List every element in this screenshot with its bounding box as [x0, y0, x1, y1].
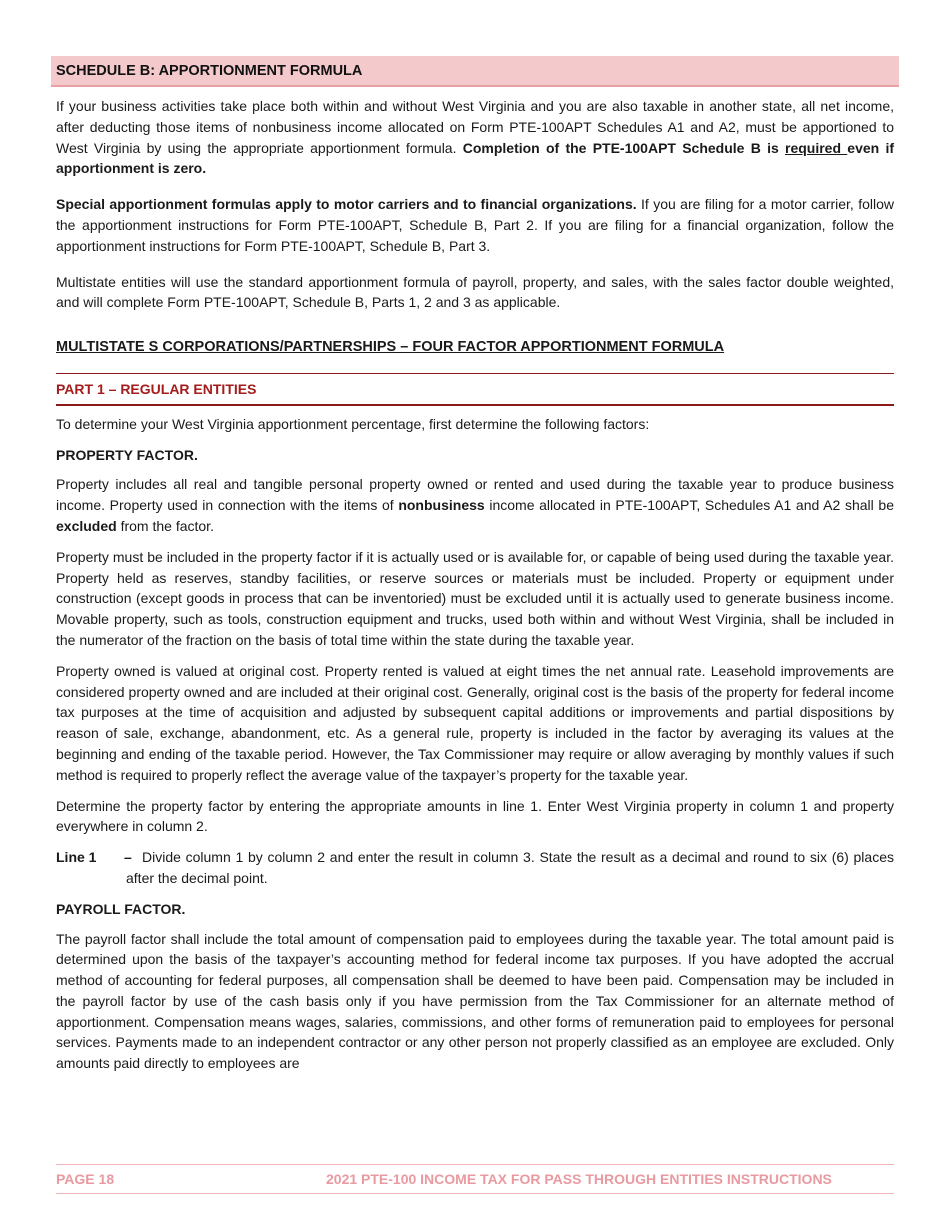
- line-1-text: Divide column 1 by column 2 and enter the result in column 3. State the result as a decimal and round to six (6) places after the decimal point.: [126, 849, 894, 886]
- page-number: PAGE 18: [56, 1171, 115, 1187]
- determine-text: To determine your West Virginia apportionment percentage, first determine the following factors:: [56, 415, 650, 432]
- payroll-paragraph-1: The payroll factor shall include the total amount of compensation paid to employees during the taxable year. The total amount paid is determined upon the basis of the taxpayer’s accounting method for federal income tax purposes. If you have adopted the accrual method of accounting for federal purposes, all compensation shall be deemed to have been paid. Compensation may be included in the payroll factor by use of the cash basis only if you have permission from the Tax Commissioner for an alternate method of apportionment. Compensation means wages, salaries, commissions, and other forms of remuneration paid to employees for personal services. Payments made to an independent contractor or any other person not properly classified as an employee are excluded. Only amounts paid directly to employees are: [56, 930, 894, 1072]
- intro-paragraph-2: Special apportionment formulas apply to motor carriers and to financial organizations. If you are filing for a motor carrier, follow the apportionment instructions for Form PTE-100APT, Schedule B, Part 2. If you are filing for a financial organization, follow the apportionment instructions for Form PTE-100APT, Schedule B, Part 3.: [56, 196, 895, 254]
- payroll-factor-heading: PAYROLL FACTOR.: [56, 900, 186, 917]
- property-paragraph-1: Property includes all real and tangible personal property owned or rented and used during the taxable year to produce business income. Property used in connection with the items of nonbusiness income allocated in PTE-100APT, Schedules A1 and A2 shall be excluded from the factor.: [56, 476, 894, 534]
- schedule-title: SCHEDULE B: APPORTIONMENT FORMULA: [56, 63, 363, 79]
- line-1-instruction: [56, 847, 894, 889]
- line-1-dash: –: [124, 849, 132, 866]
- property-factor-heading: PROPERTY FACTOR.: [56, 446, 198, 463]
- part1-title: PART 1 – REGULAR ENTITIES: [56, 380, 257, 397]
- multistate-heading: MULTISTATE S CORPORATIONS/PARTNERSHIPS – FOUR FACTOR APPORTIONMENT FORMULA: [56, 339, 725, 356]
- property-paragraph-4: Determine the property factor by entering the appropriate amounts in line 1. Enter West Virginia property in column 1 and property everywhere in column 2.: [56, 797, 894, 835]
- property-paragraph-2: Property must be included in the property factor if it is actually used or is available for, or capable of being used during the taxable year. Property held as reserves, standby facilities, or reserve sources or materials must be included. Property or equipment under construction (except goods in process that can be inventoried) must be excluded until it is actually used to generate business income. Movable property, such as tools, construction equipment and trucks, used both within and without West Virginia, shall be included in the numerator of the fraction on the basis of total time within the state during the taxable year.: [56, 548, 894, 648]
- page-footer: [56, 1164, 894, 1194]
- property-paragraph-3: Property owned is valued at original cost. Property rented is valued at eight times the net annual rate. Leasehold improvements are considered property owned and are included at their original cost. Generally, original cost is the basis of the property for federal income tax purposes at the time of acquisition and adjusted by subsequent capital additions or improvements and partial dispositions by reason of sale, exchange, abandonment, etc. As a general rule, property is included in the factor by averaging its values at the beginning and ending of the taxable period. However, the Tax Commissioner may require or allow averaging by monthly values if such method is required to properly reflect the average value of the taxpayer’s property for the taxable year.: [56, 662, 894, 783]
- page-content: [56, 96, 894, 1084]
- line-1-label: Line 1: [56, 849, 97, 866]
- footer-title: 2021 PTE-100 INCOME TAX FOR PASS THROUGH ENTITIES INSTRUCTIONS: [326, 1171, 832, 1187]
- part1-header: [56, 373, 894, 406]
- intro-paragraph-3: Multistate entities will use the standard apportionment formula of payroll, property, and sales, with the sales factor double weighted, and will complete Form PTE-100APT, Schedule B, Parts 1, 2 and 3 as applicable.: [56, 273, 894, 311]
- schedule-b-header: [51, 56, 899, 87]
- intro-paragraph-1: If your business activities take place both within and without West Virginia and you are also taxable in another state, all net income, after deducting those items of nonbusiness income allocated on Form PTE-100APT Schedules A1 and A2, must be apportioned to West Virginia by using the appropriate apportionment formula. Completion of the PTE-100APT Schedule B is required even if apportionment is zero.: [56, 98, 894, 177]
